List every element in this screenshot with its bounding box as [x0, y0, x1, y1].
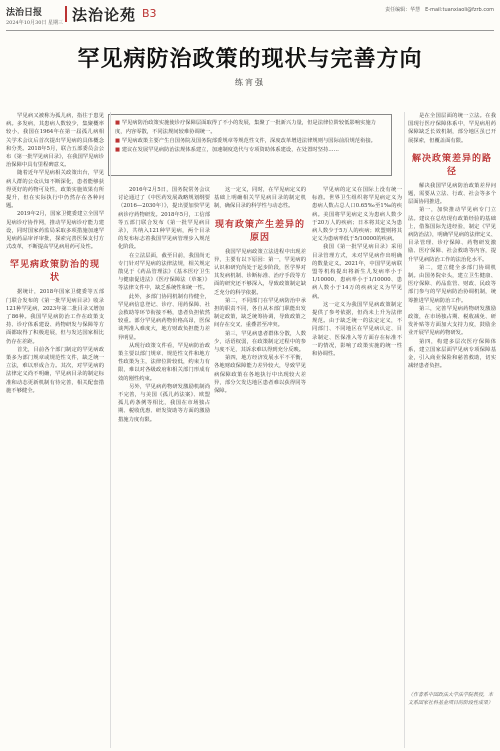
paragraph: 首先，目前各个部门制定的罕见病政策多为部门规章或规范性文件，缺乏统一立法，难以形成合力。其次，对罕见病的法律定义尚不明确，罕见病目录的制定标准和动态更新机制有待完善，相关配套措施不够健全。	[6, 346, 104, 394]
paragraph: 随着近年罕见病相关政策出台，罕见病人群的公众认知不断深化，患者能够获得更好的药物可及性，政策实施效果有所提升，但在实际执行中仍然存在各种问题。	[6, 170, 104, 210]
column-5	[408, 112, 496, 688]
column-3	[214, 186, 306, 748]
section-title: 法治论苑	[72, 6, 137, 24]
paragraph: 我国罕见病政策立法进程中出现差异，主要有以下原因：第一，罕见病的认识和研究尚处于起步阶段，医学界对其发病机制、诊断标准、治疗手段等方面的研究还不够深入，导致政策制定缺乏充分的科学依据。	[214, 248, 306, 296]
section-divider	[65, 6, 67, 22]
paragraph: 罕见病的定义在国际上没有统一标准。世界卫生组织将罕见病定义为患病人数占总人口0.65‰至1‰的疾病。美国将罕见病定义为患病人数少于20万人的疾病；日本将其定义为患病人数少于5万人的疾病；欧盟则将其定义为患病率低于5/10000的疾病。	[312, 187, 402, 243]
paragraph: 我国《第一批罕见病目录》采用目录管理方式，未对罕见病作出明确的数量定义。2021年，中国罕见病联盟等机构提出将新生儿发病率小于1/10000、患病率小于1/10000、患病人数小于14万的疾病定义为罕见病。	[312, 244, 402, 300]
masthead-rule	[6, 30, 494, 31]
issue-date: 2024年10月30日 星期三	[6, 20, 64, 26]
section-heading: 现有政策产生差异的原因	[214, 219, 305, 243]
section-heading: 罕见病政策防治的现状	[9, 260, 100, 284]
paragraph: 第二，建立健全多部门协调机制。由国务院牵头，建立卫生健康、医疗保障、药品监管、财政、民政等部门参与的罕见病防治协调机制，统筹推进罕见病防治工作。	[408, 264, 496, 304]
article-headline: 罕见病防治政策的现状与完善方向	[77, 46, 423, 72]
abstract-point: ■ 罕见病防治政策实施使诊疗保障层面取得了不小的发展，集聚了一批新兴力量，但是法律位阶较低影响实施力度，内容零散，不同法规间较难协调统一。	[115, 120, 376, 135]
paragraph: 此外，多部门协同机制有待健全，罕见病信息登记、诊疗、用药保障、社会救助等环节衔接不畅，患者负担依然较重。部分罕见病药物价格高昂，医保谈判准入难度大，地方财政负担能力差异明显。	[118, 293, 210, 341]
newspaper-name: 法治日报	[6, 8, 43, 18]
paragraph: 第一，加快推动罕见病专门立法。建议在总结现有政策经验的基础上，借鉴国际先进经验，制定《罕见病防治法》，明确罕见病的法律定义、目录管理、诊疗保障、药物研发激励、医疗保障、社会救助等内容，提升罕见病防治工作的法治化水平。	[408, 207, 496, 263]
column-4	[312, 186, 402, 748]
column-rule	[404, 112, 405, 748]
article-abstract-box	[108, 114, 392, 176]
author-note: （作者系中国政法大学法学院教授，本文系国家社科基金项目的阶段性成果）	[408, 692, 494, 706]
editor-contact: 责任编辑：华慧 E-mail:tuanxiaoli@fzrb.com	[385, 7, 494, 13]
paragraph: 第三，完善罕见病药物研发激励政策，在市场独占期、税收减免、研发补贴等方面加大支持力度，鼓励企业开展罕见病药物研发。	[408, 305, 496, 337]
paragraph: 罕见病又被称为孤儿病，指往于患见病。多发病，其患病人数较少，集聚概率较小，我国在1964年在第一届孤儿病相关学术会议后首次提出罕见病的具体概念和分类。2018年5月，联合五部委员会公布《第一批罕见病目录》，在我国罕见病诊治保障中具有里程碑意义。	[6, 113, 104, 169]
paragraph: 据统计，2018年国家卫健委等五部门联合发布的《第一批罕见病目录》收录121种罕见病，2023年第二批目录又增加了86种。我国罕见病防治工作在政策支持、诊疗体系建设、药物研发与保障等方面都取得了积极进展，但与发达国家相比仍存在差距。	[6, 289, 104, 345]
paragraph: 从现行政策文件看，罕见病防治政策主要以部门规章、规范性文件和地方性政策为主，法律位阶较低，约束力有限，难以对各级政府和相关部门形成有效的刚性约束。	[118, 342, 210, 382]
paragraph: 2016年2月5日，国务院常务会议讨论通过了《中医药发展战略规划纲要（2016—2030年）》，提出要加快罕见病诊疗药物研发。2018年5月，工信部等五部门联合发布《第一批罕见病目录》，共纳入121种罕见病，两个目录的发布标志着我国罕见病管理步入规范化阶段。	[118, 187, 210, 251]
paragraph: 2019年2月，国家卫健委建立全国罕见病诊疗协作网，推动罕见病诊疗能力建设，同时国家药监局采取多项措施加速罕见病药品审评审批，探索完善医保支付方式改革，不断提高罕见病用药可及性。	[6, 211, 104, 251]
page-code: B3	[142, 7, 157, 20]
paragraph: 第四，地方经济发展水平不平衡，各地财政保障能力差异较大，导致罕见病保障政策在各地执行中出现较大差异，部分欠发达地区患者难以获得同等保障。	[214, 355, 306, 395]
paragraph: 这一定义，同时，在罕见病定义的基础上明确相关罕见病目录的制定机制，确保目录的科学性与动态性。	[214, 187, 306, 210]
section-heading: 解决政策差异的路径	[411, 153, 492, 177]
paragraph: 是在全国层面的统一立法。在我国现行医疗保障体系中，罕见病用药保障缺乏长效机制，部分地区虽已开展探索，但覆盖面有限。	[408, 113, 496, 144]
author-byline: 练宵强	[235, 78, 265, 87]
column-rule	[110, 112, 111, 748]
paragraph: 第三，罕见病患者群体分散，人数少，话语权弱，在政策制定过程中的参与度不足，其诉求难以得到充分反映。	[214, 330, 306, 354]
column-1	[6, 112, 104, 748]
paragraph: 这一定义为我国罕见病政策制定提供了参考依据，但尚未上升为法律规范。由于缺乏统一的法定定义，不同部门、不同地区在罕见病认定、目录制定、医保准入等方面存在标准不一的情况，影响了政策实施的统一性和协调性。	[312, 301, 402, 358]
paragraph: 解决我国罕见病防治政策差异问题，需要从立法、行政、社会等多个层面协同推进。	[408, 182, 496, 206]
paragraph: 另外，罕见病药物研发激励机制尚不完善，与美国《孤儿药法案》、欧盟孤儿药条例等相比，我国在市场独占期、税收优惠、研发资助等方面的激励措施力度有限。	[118, 383, 210, 423]
abstract-point: ■ 建议在发展罕见病防治法规体系建立，加速制度迭代与专项资助体系建设，在处置时坚持……	[115, 147, 339, 153]
paragraph: 第四，构建多层次医疗保障体系，建立国家层面罕见病专项保障基金，引入商业保险和慈善救助，切实减轻患者负担。	[408, 338, 496, 370]
paragraph: 第二，不同部门在罕见病防治中承担的职责不同，各自从本部门职能出发制定政策，缺乏统筹协调，导致政策之间存在交叉、重叠甚至冲突。	[214, 297, 306, 329]
abstract-point: ■ 罕见病政策主要产生自国务院及国务院部委规章等规范性文件，深度改革增进法律规则与国际前沿规范衔接。	[115, 138, 376, 144]
column-2	[118, 186, 210, 748]
paragraph: 在立法层面，截至目前，我国尚无专门针对罕见病的法律法规，相关规定散见于《药品管理法》《基本医疗卫生与健康促进法》《医疗保障法（草案）》等法律文件中，缺乏系统性和统一性。	[118, 252, 210, 292]
